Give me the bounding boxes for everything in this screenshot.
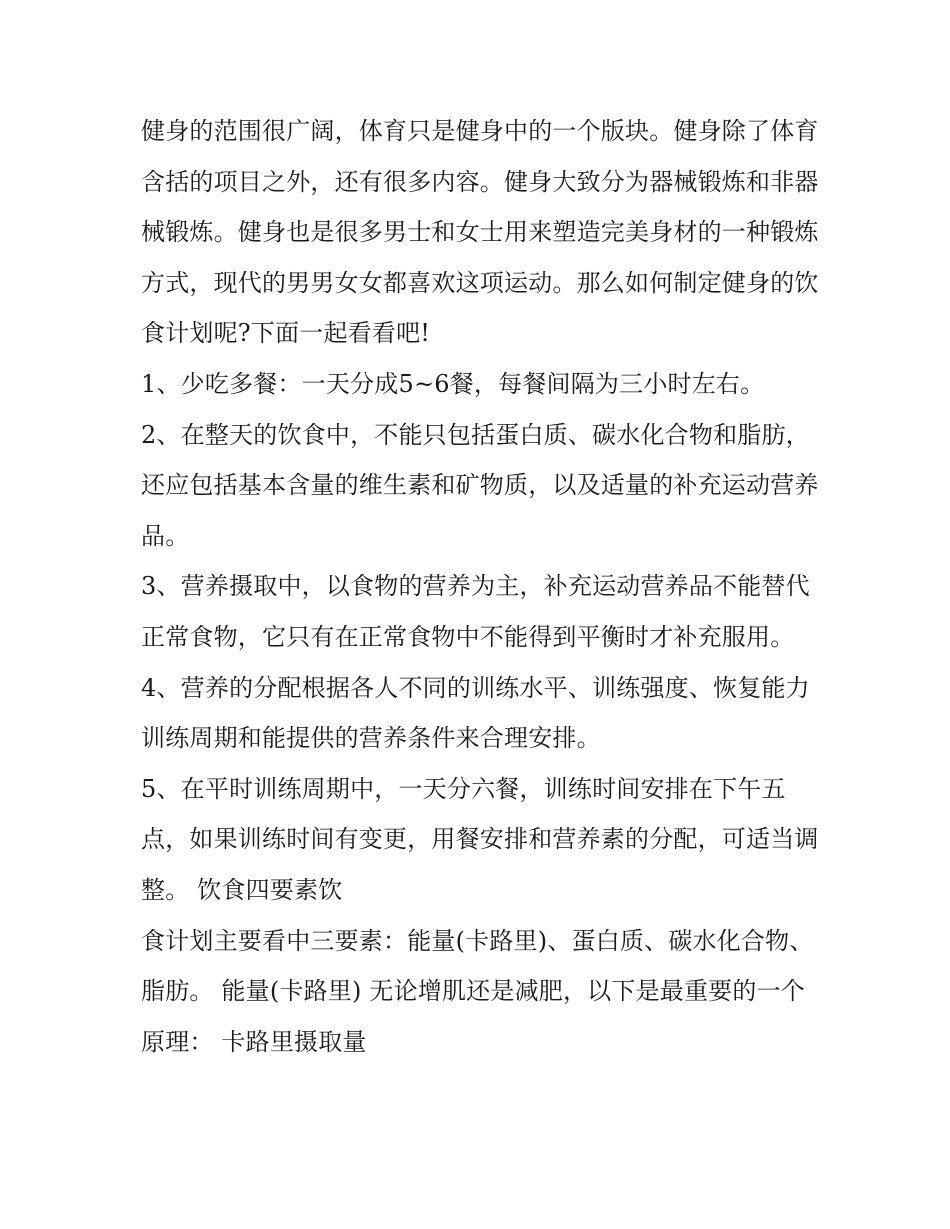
paragraph-item-2: 2、在整天的饮食中，不能只包括蛋白质、碳水化合物和脂肪，还应包括基本含量的维生素和矿物质，以及适量的补充运动营养品。 <box>141 420 819 550</box>
document-body <box>141 106 821 1067</box>
paragraph-diet-elements: 食计划主要看中三要素：能量(卡路里)、蛋白质、碳水化合物、脂肪。 能量(卡路里) 无论增肌还是减肥，以下是最重要的一个原理： 卡路里摄取量 <box>141 926 814 1056</box>
paragraph-intro: 健身的范围很广阔，体育只是健身中的一个版块。健身除了体育含括的项目之外，还有很多内容。健身大致分为器械锻炼和非器械锻炼。健身也是很多男士和女士用来塑造完美身材的一种锻炼方式，现代的男男女女都喜欢这项运动。那么如何制定健身的饮食计划呢?下面一起看看吧! <box>141 117 819 348</box>
paragraph-item-1: 1、少吃多餐：一天分成5~6餐，每餐间隔为三小时左右。 <box>141 369 765 398</box>
paragraph-item-4: 4、营养的分配根据各人不同的训练水平、训练强度、恢复能力训练周期和能提供的营养条件来合理安排。 <box>141 673 810 753</box>
paragraph-item-5: 5、在平时训练周期中，一天分六餐，训练时间安排在下午五点，如果训练时间有变更，用餐安排和营养素的分配，可适当调整。 饮食四要素饮 <box>141 774 819 904</box>
paragraph-item-3: 3、营养摄取中，以食物的营养为主，补充运动营养品不能替代正常食物，它只有在正常食物中不能得到平衡时才补充服用。 <box>141 572 810 651</box>
